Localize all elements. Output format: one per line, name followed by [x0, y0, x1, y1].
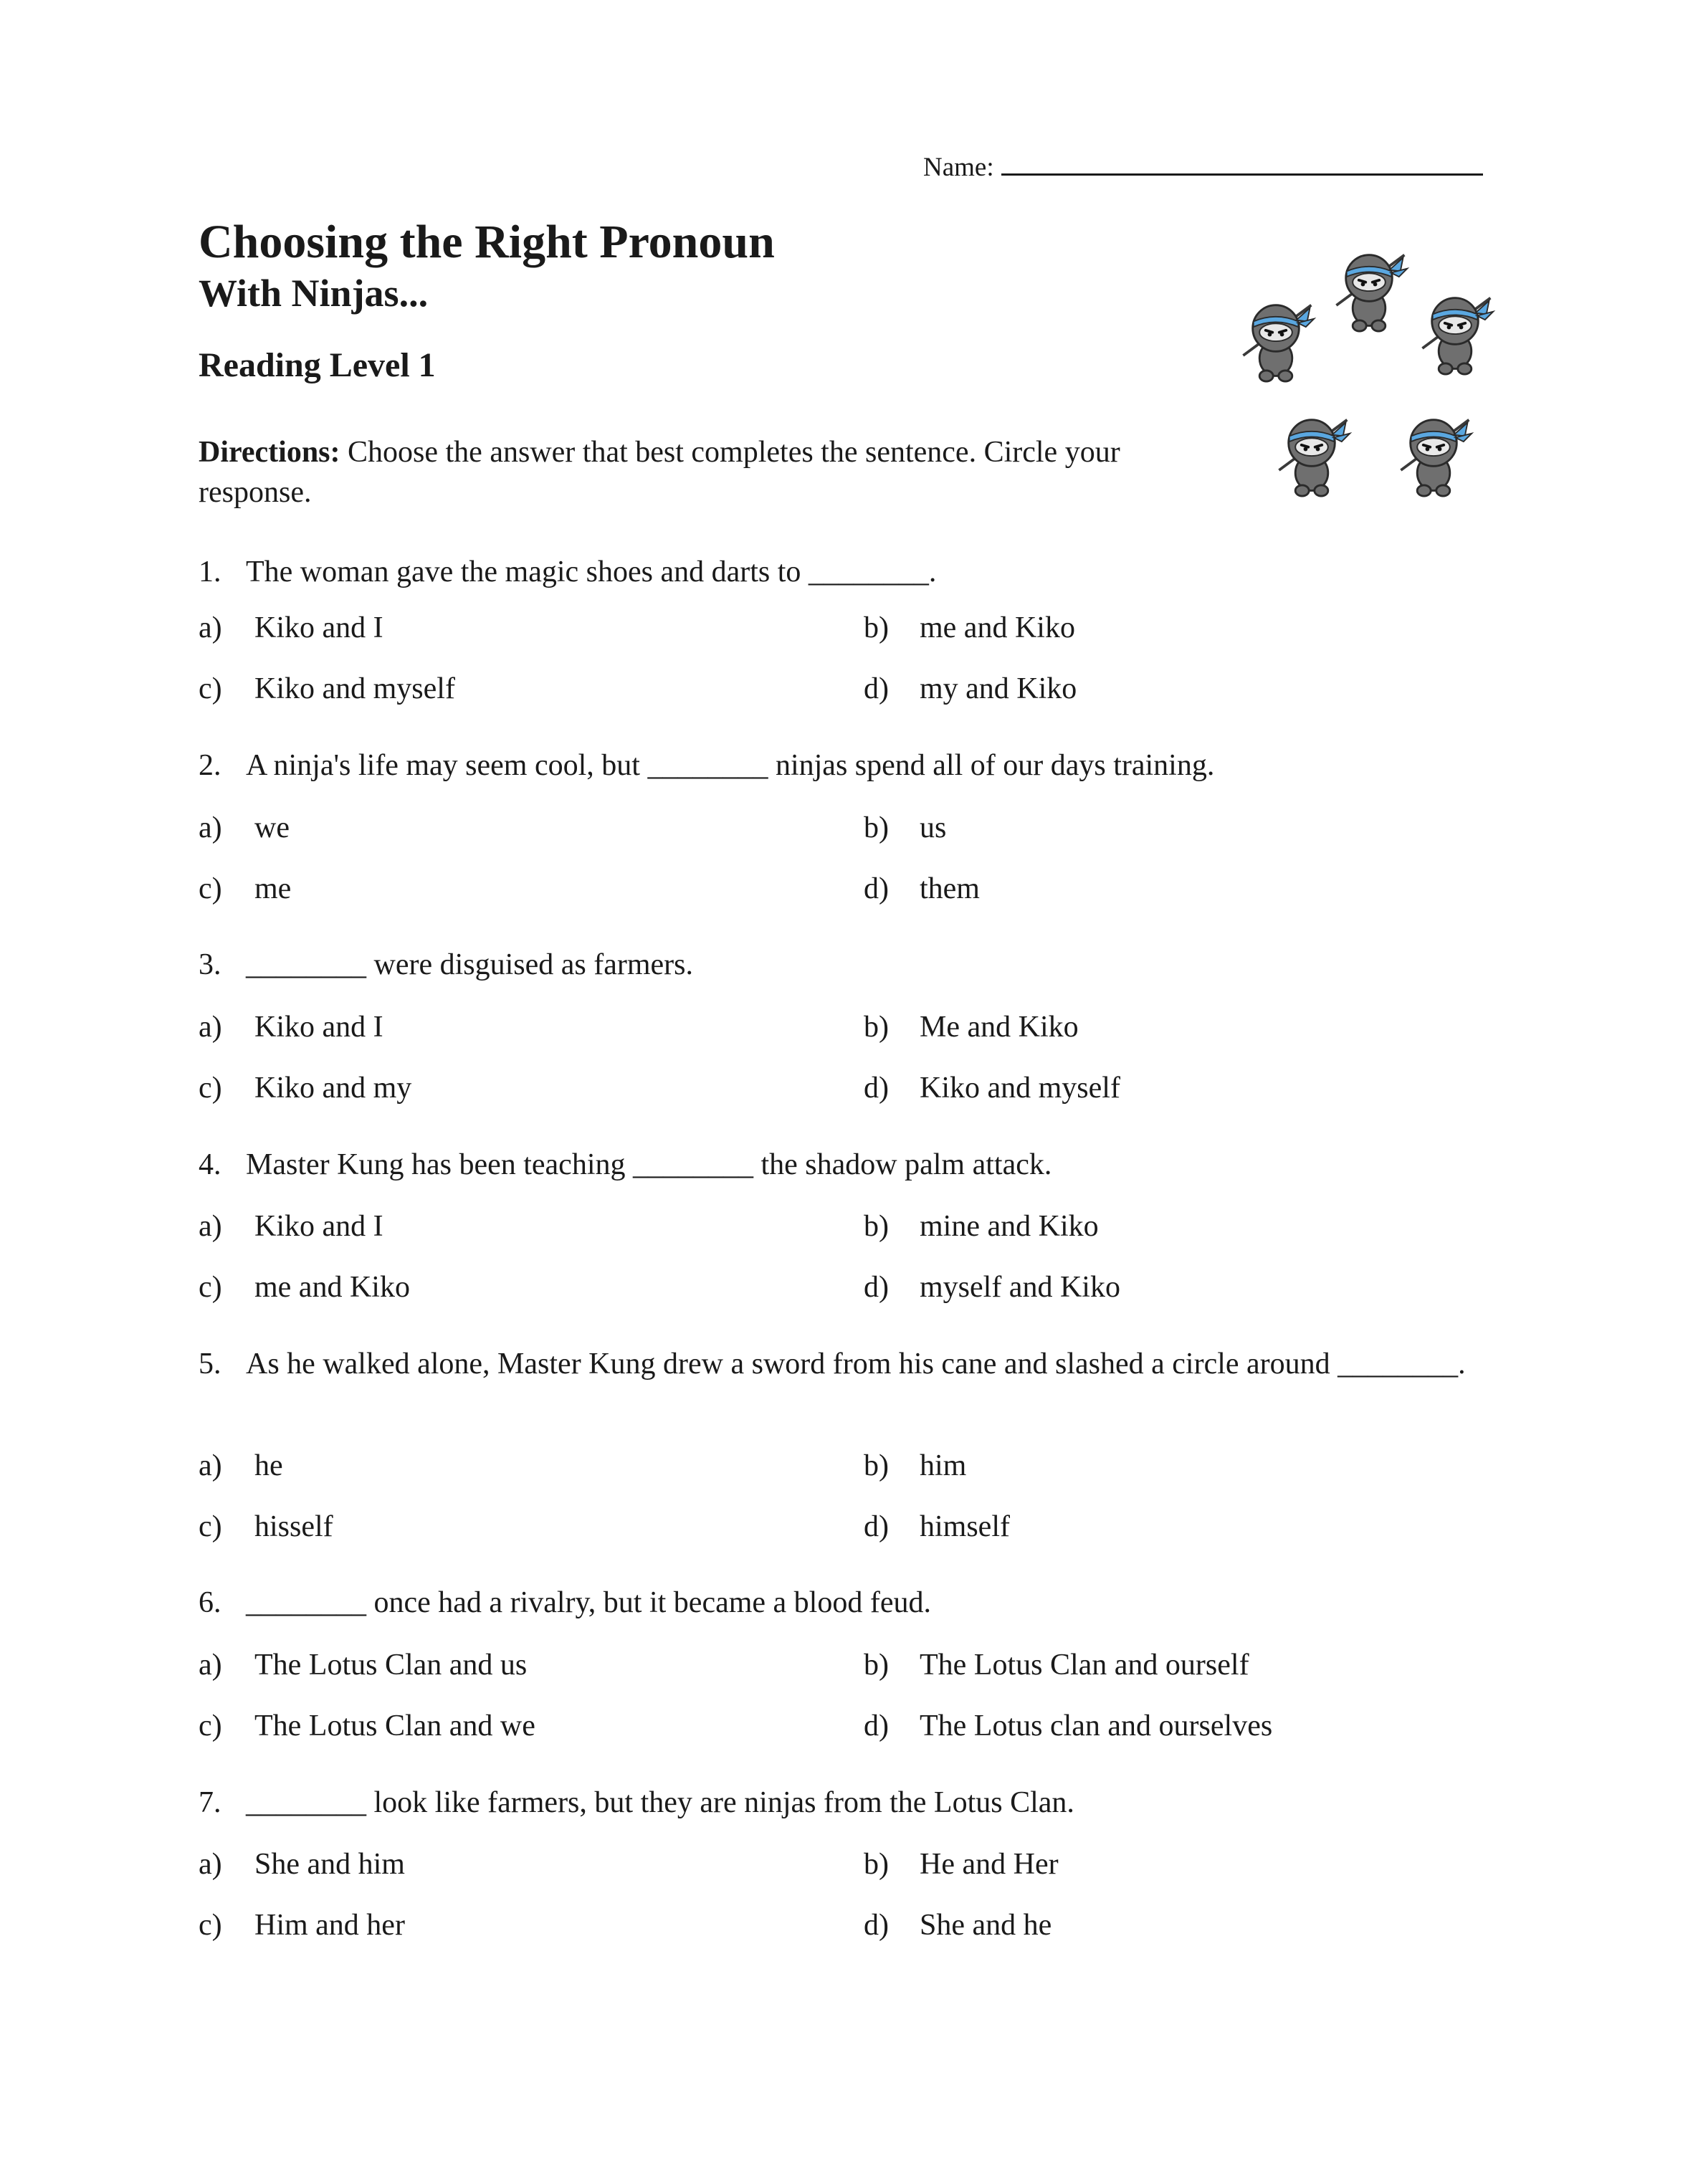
question-stem: ________ look like farmers, but they are ninjas from the Lotus Clan. [246, 1786, 1074, 1819]
option-letter: b) [864, 811, 889, 844]
option-text: me [254, 872, 292, 905]
question-number: 1. [199, 555, 221, 588]
directions-label: Directions: [199, 436, 340, 469]
option-letter: b) [864, 1649, 889, 1682]
option-letter: d) [864, 1072, 889, 1105]
page-subtitle: With Ninjas... [199, 272, 429, 315]
option-text: The Lotus Clan and us [254, 1649, 528, 1682]
ninjas-circle-icon [1219, 228, 1520, 515]
directions-text: Choose the answer that best completes the sentence. Circle your response. [199, 436, 1120, 509]
question-3 [199, 945, 1503, 985]
option-5b[interactable] [864, 1446, 966, 1486]
option-letter: d) [864, 672, 889, 705]
option-text: himself [920, 1510, 1010, 1543]
option-text: we [254, 811, 290, 844]
option-text: Kiko and my [254, 1072, 412, 1105]
option-2a[interactable] [199, 808, 290, 848]
option-letter: a) [199, 1649, 222, 1682]
option-letter: d) [864, 1909, 889, 1942]
option-letter: c) [199, 1271, 222, 1304]
option-text: She and he [920, 1909, 1052, 1942]
option-letter: c) [199, 672, 222, 705]
option-3a[interactable] [199, 1007, 383, 1047]
option-4d[interactable] [864, 1267, 1120, 1307]
option-text: The Lotus Clan and we [254, 1709, 535, 1742]
option-text: The Lotus Clan and ourself [920, 1649, 1249, 1682]
option-6c[interactable] [199, 1706, 535, 1746]
option-6b[interactable] [864, 1645, 1249, 1685]
option-text: She and him [254, 1848, 405, 1881]
option-text: mine and Kiko [920, 1210, 1099, 1243]
question-stem: A ninja's life may seem cool, but ________ ninjas spend all of our days training. [246, 749, 1215, 782]
option-text: Kiko and myself [254, 672, 455, 705]
option-text: Him and her [254, 1909, 405, 1942]
reading-level: Reading Level 1 [199, 346, 436, 384]
option-letter: b) [864, 1848, 889, 1881]
option-letter: d) [864, 1510, 889, 1543]
question-stem: As he walked alone, Master Kung drew a sword from his cane and slashed a circle around ________. [246, 1348, 1466, 1381]
option-letter: b) [864, 1449, 889, 1482]
option-letter: a) [199, 1848, 222, 1881]
option-text: me and Kiko [920, 611, 1075, 644]
option-letter: b) [864, 1011, 889, 1044]
name-label: Name: [923, 153, 994, 182]
question-number: 2. [199, 749, 221, 782]
option-5c[interactable] [199, 1507, 333, 1547]
directions [199, 432, 1173, 512]
option-7a[interactable] [199, 1844, 405, 1884]
question-stem: ________ once had a rivalry, but it became a blood feud. [246, 1586, 931, 1619]
option-letter: a) [199, 1210, 222, 1243]
option-text: Kiko and I [254, 611, 383, 644]
question-4 [199, 1145, 1503, 1185]
option-letter: c) [199, 872, 222, 905]
option-letter: c) [199, 1909, 222, 1942]
question-number: 6. [199, 1586, 221, 1619]
option-1a[interactable] [199, 608, 383, 648]
option-text: him [920, 1449, 967, 1482]
question-7 [199, 1783, 1503, 1823]
option-text: us [920, 811, 947, 844]
name-field[interactable] [923, 149, 1483, 183]
option-letter: a) [199, 1449, 222, 1482]
question-5 [199, 1344, 1503, 1384]
option-letter: c) [199, 1072, 222, 1105]
option-4a[interactable] [199, 1206, 383, 1246]
option-text: my and Kiko [920, 672, 1077, 705]
page-title: Choosing the Right Pronoun [199, 216, 775, 268]
option-letter: c) [199, 1510, 222, 1543]
option-text: Kiko and I [254, 1011, 383, 1044]
question-2 [199, 745, 1503, 786]
option-text: them [920, 872, 980, 905]
option-letter: b) [864, 611, 889, 644]
option-7d[interactable] [864, 1905, 1052, 1945]
option-text: he [254, 1449, 283, 1482]
question-stem: ________ were disguised as farmers. [246, 948, 694, 981]
option-text: Me and Kiko [920, 1011, 1079, 1044]
option-4c[interactable] [199, 1267, 410, 1307]
option-letter: c) [199, 1709, 222, 1742]
question-number: 3. [199, 948, 221, 981]
option-letter: d) [864, 872, 889, 905]
question-stem: Master Kung has been teaching ________ the shadow palm attack. [246, 1148, 1052, 1181]
option-3b[interactable] [864, 1007, 1079, 1047]
option-letter: a) [199, 1011, 222, 1044]
name-blank[interactable] [1001, 149, 1483, 176]
option-2c[interactable] [199, 869, 291, 909]
question-number: 4. [199, 1148, 221, 1181]
option-letter: a) [199, 811, 222, 844]
option-letter: b) [864, 1210, 889, 1243]
option-2d[interactable] [864, 869, 980, 909]
question-stem: The woman gave the magic shoes and darts to ________. [246, 555, 937, 588]
option-5a[interactable] [199, 1446, 283, 1486]
option-text: The Lotus clan and ourselves [920, 1709, 1273, 1742]
option-letter: d) [864, 1271, 889, 1304]
question-number: 5. [199, 1348, 221, 1381]
option-text: me and Kiko [254, 1271, 410, 1304]
option-letter: a) [199, 611, 222, 644]
option-7c[interactable] [199, 1905, 405, 1945]
option-5d[interactable] [864, 1507, 1010, 1547]
option-3d[interactable] [864, 1068, 1120, 1108]
option-6d[interactable] [864, 1706, 1272, 1746]
option-text: Kiko and myself [920, 1072, 1120, 1105]
option-text: myself and Kiko [920, 1271, 1120, 1304]
option-text: He and Her [920, 1848, 1059, 1881]
option-3c[interactable] [199, 1068, 411, 1108]
option-1c[interactable] [199, 669, 455, 709]
option-4b[interactable] [864, 1206, 1099, 1246]
question-1 [199, 552, 1503, 592]
option-text: hisself [254, 1510, 333, 1543]
option-6a[interactable] [199, 1645, 527, 1685]
question-6 [199, 1583, 1503, 1623]
option-7b[interactable] [864, 1844, 1059, 1884]
question-number: 7. [199, 1786, 221, 1819]
option-1b[interactable] [864, 608, 1075, 648]
option-2b[interactable] [864, 808, 946, 848]
option-letter: d) [864, 1709, 889, 1742]
option-1d[interactable] [864, 669, 1077, 709]
option-text: Kiko and I [254, 1210, 383, 1243]
